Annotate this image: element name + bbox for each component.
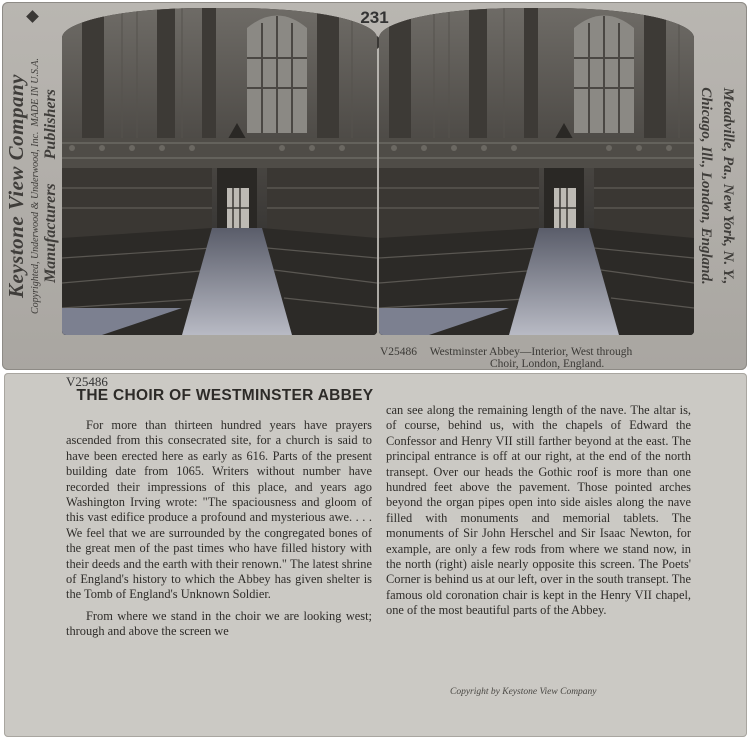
stereo-photo-right [379,8,694,335]
description-paragraph: can see along the remaining length of the nave. The altar is, of course, behind us, with the chapels of Edward the Confessor and Henry VII still farther beyond at the east. The principal entrance is off at our right, at the end of the north transept. Over our heads the Gothic roof is more than one hundred feet above the pavement. Those pointed arches beyond the organ pipes open into side aisles along the nave filled with monuments and memorial tablets. The monuments of Sir John Herschel and Sir Isaac Newton, for example, are only a few rods from where we stand now, in the north (right) aisle nearly opposite this screen. The Poets' Corner is behind us at our left, over in the south transept. The famous old coronation chair is kept in the Henry VII chapel, one of the most beautiful parts of the Abbey. [386,403,691,618]
caption-line-2: Choir, London, England. [490,358,605,370]
stereo-photo-left [62,8,377,335]
caption-line-1: Westminster Abbey—Interior, West through [429,346,633,358]
choir-interior-image [379,8,694,335]
caption-catalog-number: V25486 [380,346,418,358]
locations-line-2: Chicago, Ill., London, England. [698,87,714,285]
publisher-copyright-line: Copyrighted, Underwood & Underwood, Inc. [30,131,42,315]
locations-line-1: Meadville, Pa., New York, N. Y., [720,87,736,285]
stereoview-back [4,373,747,737]
publisher-imprint-left [2,2,62,370]
made-in-usa: MADE IN U.S.A. [30,57,42,127]
choir-interior-image [62,8,377,335]
catalog-number: V25486 [66,374,108,389]
publisher-role-publishers: Publishers [42,89,60,160]
publisher-locations [687,2,747,370]
description-paragraph: From where we stand in the choir we are looking west; through and above the screen we [66,608,372,639]
description-column-right [386,403,691,619]
description-column-left [66,418,372,640]
card-number: 231 [360,8,389,27]
copyright-notice: Copyright by Keystone View Company [450,687,597,697]
stereoview-front [2,2,747,370]
photo-caption [380,346,710,370]
description-paragraph: For more than thirteen hundred years have prayers ascended from this consecrated site, for a church is said to have been erected here as early as 616. Parts of the present building date from 1065. Writers without number have recorded their impressions of this place, and years ago Washington Irving wrote: "The spaciousness and gloom of this vast edifice produce a profound and mysterious awe. . . . We feel that we are surrounded by the congregated bones of the great men of the past times who have filled history with their deeds and the earth with their renown." The latest shrine of England's history to which the Abbey has given shelter is the Tomb of England's Unknown Soldier. [66,418,372,602]
card-title: THE CHOIR OF WESTMINSTER ABBEY [76,387,374,404]
publisher-role-manufacturers: Manufacturers [42,183,60,283]
publisher-brand: Keystone View Company [4,73,29,299]
